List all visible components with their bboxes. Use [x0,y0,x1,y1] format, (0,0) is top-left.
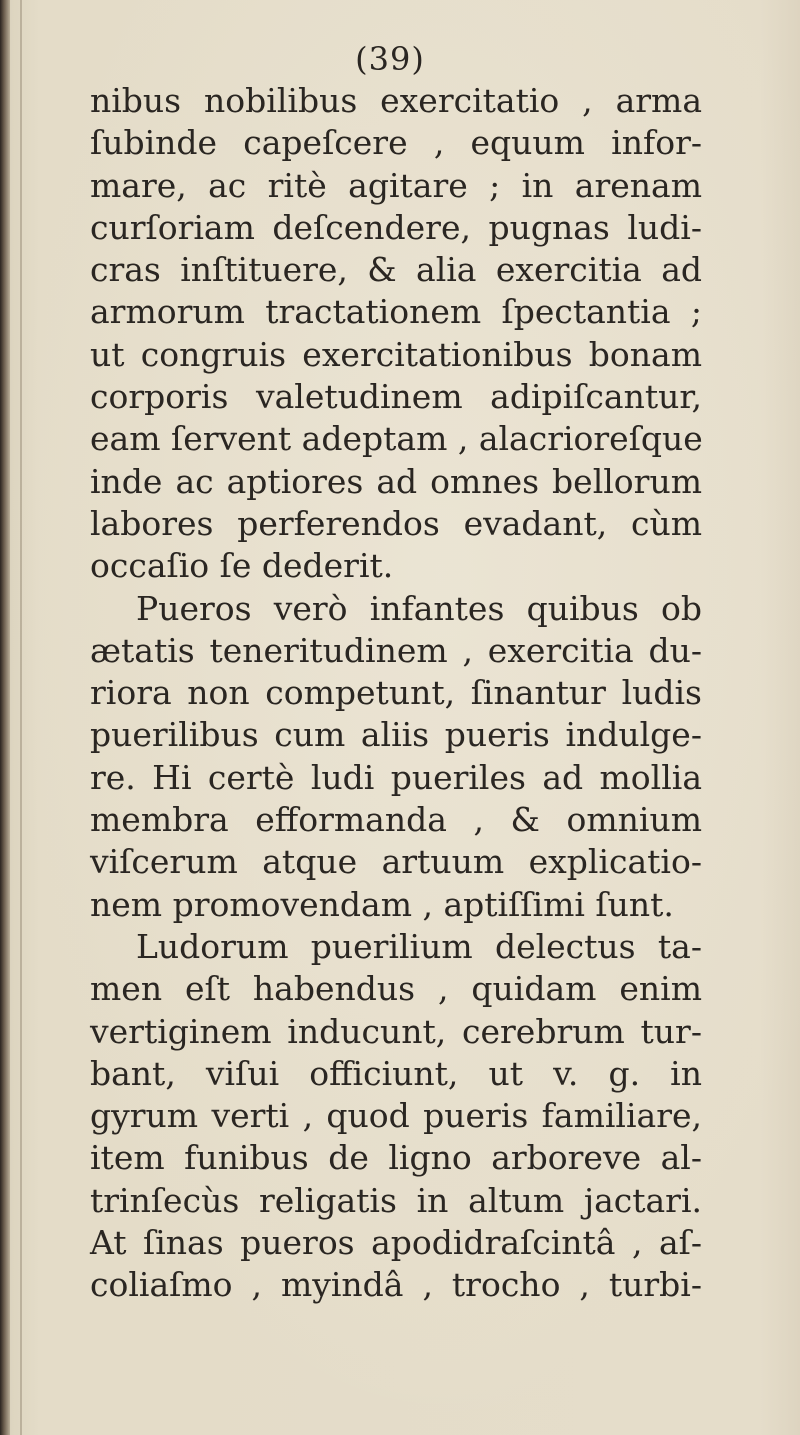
text-line: At ſinas pueros apodidraſcintâ , aſ- [90,1223,702,1263]
text-line: riora non competunt, ſinantur ludis [90,673,702,713]
text-line: curſoriam deſcendere, pugnas ludi- [90,207,702,247]
text-line: Ludorum puerilium delectus ta- [136,926,702,966]
text-line: ætatis teneritudinem , exercitia du- [90,630,702,670]
text-line: mare, ac ritè agitare ; in arenam [90,165,702,205]
text-line: corporis valetudinem adipiſcantur, [90,377,702,417]
text-line: occaſio ſe dederit. [90,546,394,586]
text-line: bant, viſui officiunt, ut v. g. in [90,1053,702,1093]
text-line: cras inſtituere, & alia exercitia ad [90,250,702,290]
text-line: coliaſmo , myindâ , trocho , turbi- [90,1265,702,1305]
gutter-shadow [20,0,22,1435]
text-line: ſubinde capeſcere , equum infor- [90,123,702,163]
page-number: (39) [355,40,425,78]
text-line: item funibus de ligno arboreve al- [90,1138,702,1178]
text-line: labores perferendos evadant, cùm [90,503,702,543]
text-line: inde ac aptiores ad omnes bellorum [90,461,702,501]
text-line: nem promovendam , aptiſſimi ſunt. [90,884,674,924]
text-line: re. Hi certè ludi pueriles ad mollia [90,757,702,797]
body-text [90,80,702,1307]
text-line: vertiginem inducunt, cerebrum tur- [90,1011,702,1051]
text-line: viſcerum atque artuum explicatio- [90,842,702,882]
text-line: puerilibus cum aliis pueris indulge- [90,715,702,755]
text-line: Pueros verò infantes quibus ob [136,588,702,628]
text-line: trinſecùs religatis in altum jactari. [90,1180,702,1220]
text-line: armorum tractationem ſpectantia ; [90,292,702,332]
text-line: nibus nobilibus exercitatio , arma [90,81,702,120]
text-line: ut congruis exercitationibus bonam [90,334,702,374]
text-line: membra efformanda , & omnium [90,800,702,840]
text-line: men eſt habendus , quidam enim [90,969,702,1009]
text-line: eam ſervent adeptam , alacrioreſque [90,419,703,459]
text-line: gyrum verti , quod pueris familiare, [90,1096,702,1136]
book-spine-edge [0,0,10,1435]
